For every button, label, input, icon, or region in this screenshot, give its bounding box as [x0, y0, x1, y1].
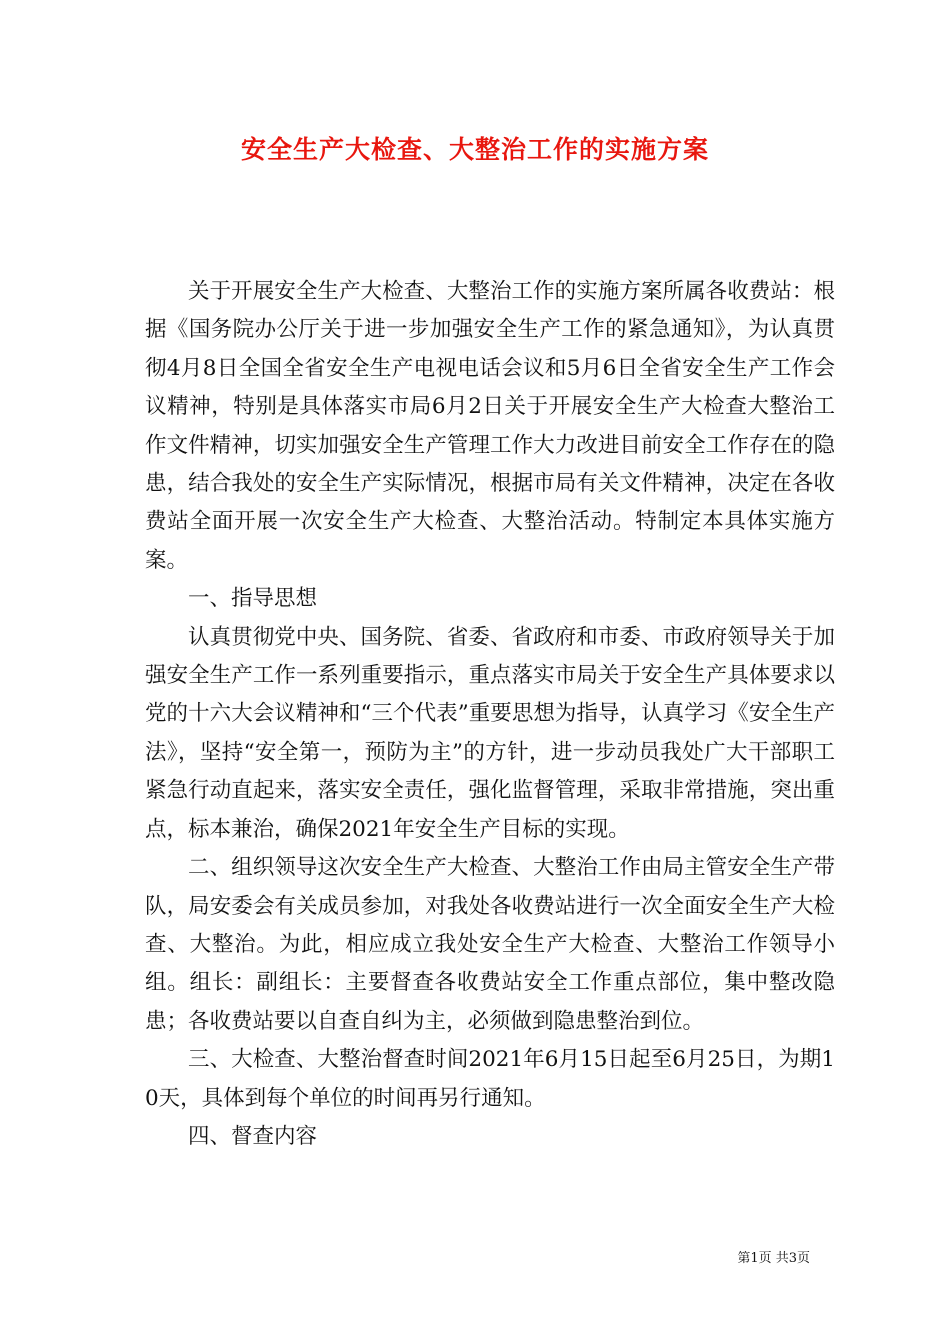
section-heading-guiding-ideology: 一、指导思想: [188, 586, 318, 612]
page-number-footer: 第1页 共3页: [737, 1251, 810, 1266]
intro-paragraph: 关于开展安全生产大检查、大整治工作的实施方案所属各收费站：根据《国务院办公厅关于进一步加强安全生产工作的紧急通知》，为认真贯彻4月8日全国全省安全生产电视电话会议和5月6日全省安全生产工作会议精神，特别是具体落实市局6月2日关于开展安全生产大检查大整治工作文件精神，切实加强安全生产管理工作大力改进目前安全工作存在的隐患，结合我处的安全生产实际情况，根据市局有关文件精神，决定在各收费站全面开展一次安全生产大检查、大整治活动。特制定本具体实施方案。: [145, 279, 835, 573]
section-heading-inspection-content: 四、督查内容: [188, 1123, 318, 1149]
document-title: 安全生产大检查、大整治工作的实施方案: [240, 135, 709, 164]
document-body: [145, 273, 835, 1156]
organization-leadership-paragraph: 二、组织领导这次安全生产大检查、大整治工作由局主管安全生产带队，局安委会有关成员参加，对我处各收费站进行一次全面安全生产大检查、大整治。为此，相应成立我处安全生产大检查、大整治工作领导小组。组长：副组长：主要督查各收费站安全工作重点部位，集中整改隐患；各收费站要以自查自纠为主，必须做到隐患整治到位。: [145, 855, 835, 1034]
inspection-time-paragraph: 三、大检查、大整治督查时间2021年6月15日起至6月25日，为期10天，具体到每个单位的时间再另行通知。: [145, 1047, 835, 1111]
guiding-ideology-paragraph: 认真贯彻党中央、国务院、省委、省政府和市委、市政府领导关于加强安全生产工作一系列重要指示，重点落实市局关于安全生产具体要求以党的十六大会议精神和“三个代表”重要思想为指导，认真学习《安全生产法》，坚持“安全第一，预防为主”的方针，进一步动员我处广大干部职工紧急行动直起来，落实安全责任，强化监督管理，采取非常措施，突出重点，标本兼治，确保2021年安全生产目标的实现。: [145, 624, 835, 842]
